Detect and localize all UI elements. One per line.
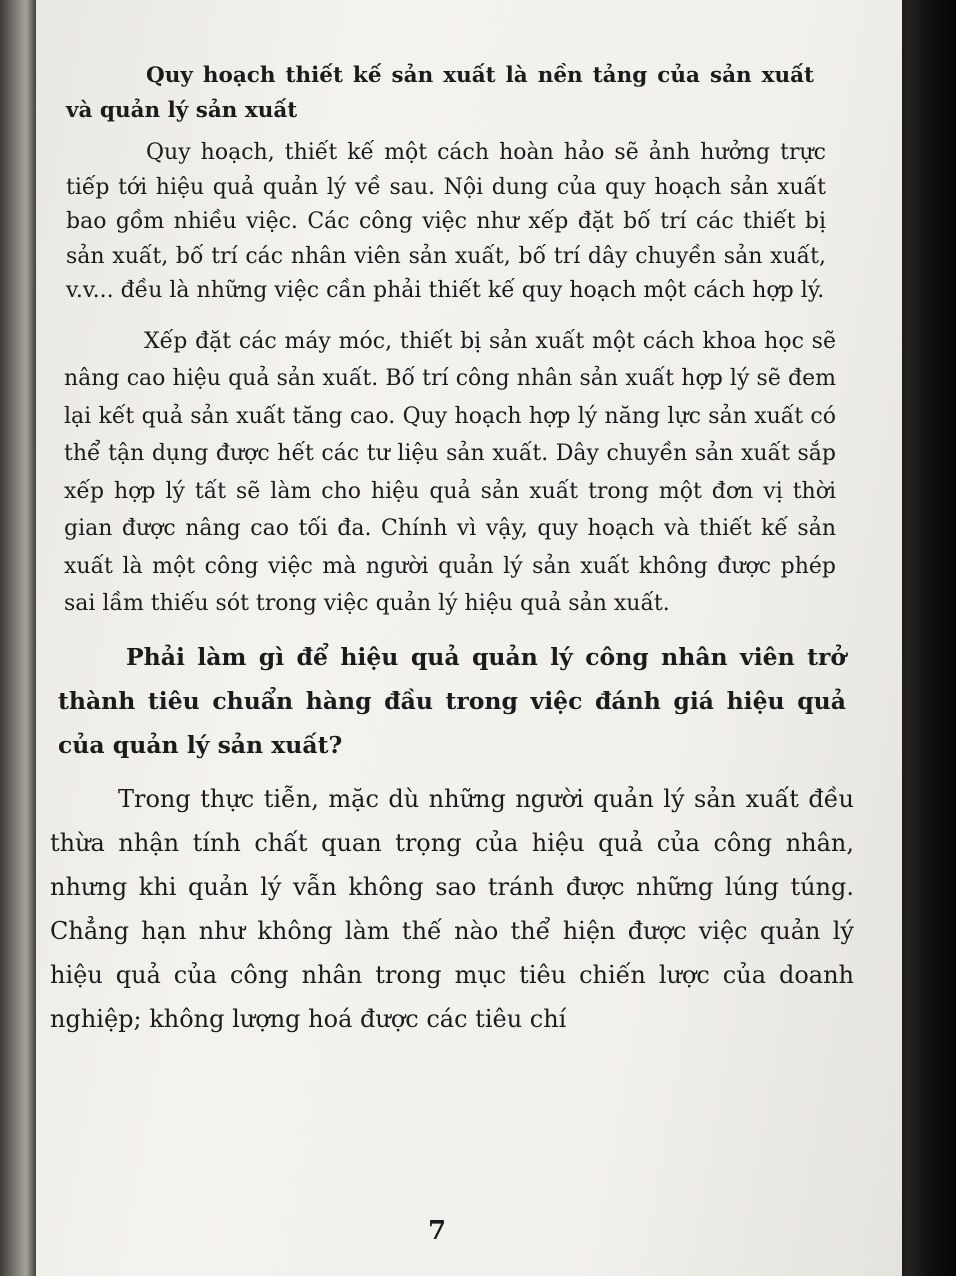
section-heading-1: Quy hoạch thiết kế sản xuất là nền tảng của sản xuất và quản lý sản xuất (66, 63, 814, 123)
book-page (36, 0, 902, 1276)
section-heading-2: Phải làm gì để hiệu quả quản lý công nhân viên trở thành tiêu chuẩn hàng đầu trong việc đánh giá hiệu quả của quản lý sản xuất? (58, 642, 846, 759)
paragraph-3: Trong thực tiễn, mặc dù những người quản lý sản xuất đều thừa nhận tính chất quan trọng của hiệu quả của công nhân, nhưng khi quản lý vẫn không sao tránh được những lúng túng. Chẳng hạn như không làm thế nào thể hiện được việc quản lý hiệu quả của công nhân trong mục tiêu chiến lược của doanh nghiệp; không lượng hoá được các tiêu chí (50, 784, 854, 1033)
paragraph-1: Quy hoạch, thiết kế một cách hoàn hảo sẽ ảnh hưởng trực tiếp tới hiệu quả quản lý về sau. Nội dung của quy hoạch sản xuất bao gồm nhiều việc. Các công việc như xếp đặt bố trí các thiết bị sản xuất, bố trí các nhân viên sản xuất, bố trí dây chuyền sản xuất, v.v... đều là những việc cần phải thiết kế quy hoạch một cách hợp lý. (66, 140, 826, 303)
page-number: 7 (428, 1216, 447, 1246)
facing-page-edge (0, 0, 40, 1276)
background-shadow (898, 0, 956, 1276)
paragraph-2: Xếp đặt các máy móc, thiết bị sản xuất một cách khoa học sẽ nâng cao hiệu quả sản xuất. Bố trí công nhân sản xuất hợp lý sẽ đem lại kết quả sản xuất tăng cao. Quy hoạch hợp lý năng lực sản xuất có thể tận dụng được hết các tư liệu sản xuất. Dây chuyền sản xuất sắp xếp hợp lý tất sẽ làm cho hiệu quả sản xuất trong một đơn vị thời gian được nâng cao tối đa. Chính vì vậy, quy hoạch và thiết kế sản xuất là một công việc mà người quản lý sản xuất không được phép sai lầm thiếu sót trong việc quản lý hiệu quả sản xuất. (64, 328, 836, 616)
page-text (50, 58, 854, 1041)
